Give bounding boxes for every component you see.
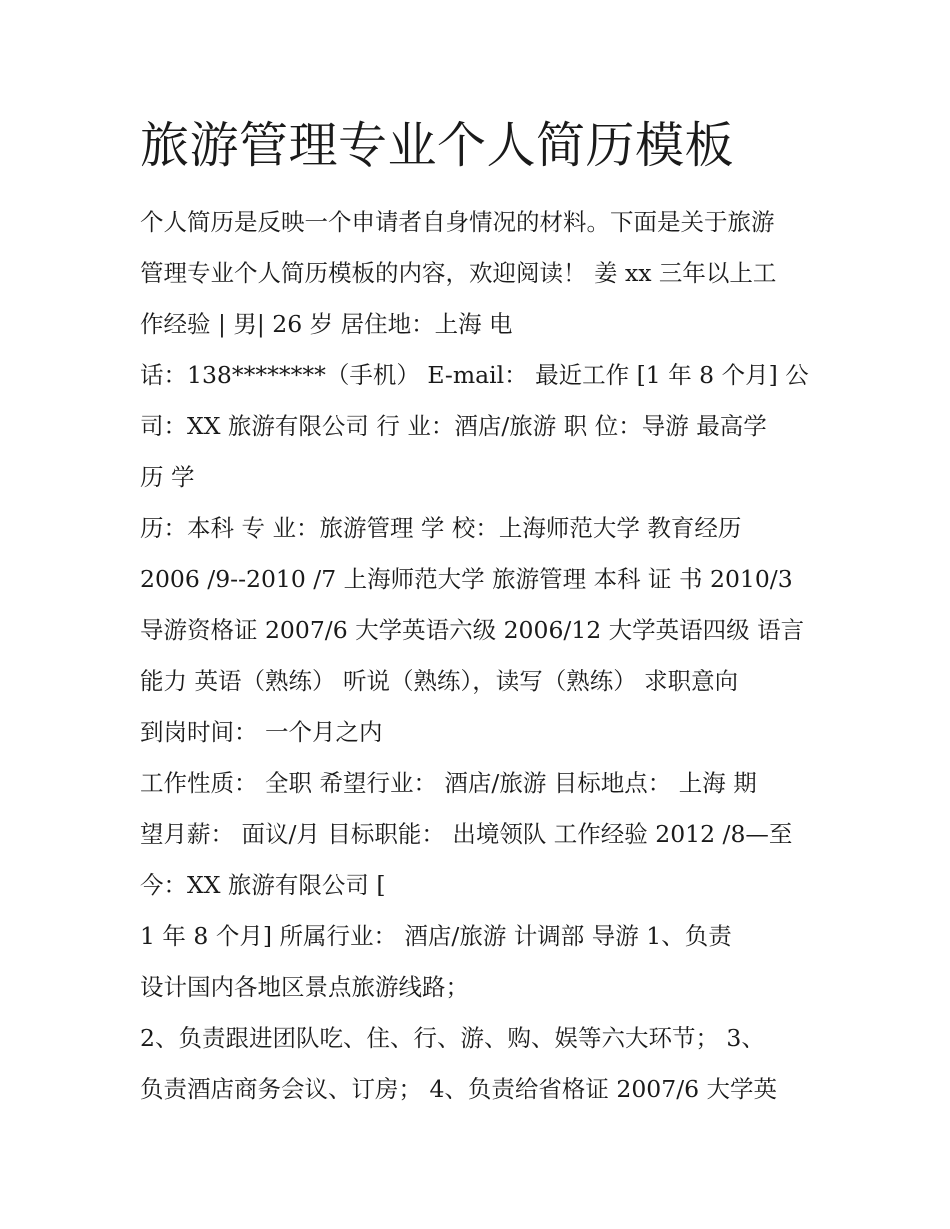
- body-line: 导游资格证 2007/6 大学英语六级 2006/12 大学英语四级 语言: [140, 616, 805, 644]
- body-line: 1 年 8 个月] 所属行业： 酒店/旅游 计调部 导游 1、负责: [140, 922, 732, 950]
- body-line: 历 学: [140, 463, 195, 491]
- body-line: 话：138********（手机） E-mail： 最近工作 [1 年 8 个月] 公: [140, 361, 809, 389]
- body-line: 历：本科 专 业：旅游管理 学 校：上海师范大学 教育经历: [140, 514, 742, 542]
- body-line: 望月薪： 面议/月 目标职能： 出境领队 工作经验 2012 /8—至: [140, 820, 793, 848]
- document-title: 旅游管理专业个人简历模板: [140, 117, 735, 174]
- body-line: 2006 /9--2010 /7 上海师范大学 旅游管理 本科 证 书 2010/3: [140, 565, 793, 593]
- body-line: 管理专业个人简历模板的内容，欢迎阅读！ 姜 xx 三年以上工: [140, 259, 777, 287]
- body-line: 个人简历是反映一个申请者自身情况的材料。下面是关于旅游: [140, 208, 775, 236]
- body-line: 作经验 | 男| 26 岁 居住地：上海 电: [140, 310, 513, 338]
- body-line: 工作性质： 全职 希望行业： 酒店/旅游 目标地点： 上海 期: [140, 769, 757, 797]
- body-line: 负责酒店商务会议、订房； 4、负责给省格证 2007/6 大学英: [140, 1075, 778, 1103]
- body-line: 2、负责跟进团队吃、住、行、游、购、娱等六大环节； 3、: [140, 1024, 765, 1052]
- body-line: 到岗时间： 一个月之内: [140, 718, 383, 746]
- document-body: [140, 197, 840, 1115]
- body-line: 司：XX 旅游有限公司 行 业：酒店/旅游 职 位：导游 最高学: [140, 412, 767, 440]
- body-line: 设计国内各地区景点旅游线路；: [140, 973, 469, 1001]
- body-line: 能力 英语（熟练） 听说（熟练），读写（熟练） 求职意向: [140, 667, 739, 695]
- body-line: 今：XX 旅游有限公司 [: [140, 871, 386, 899]
